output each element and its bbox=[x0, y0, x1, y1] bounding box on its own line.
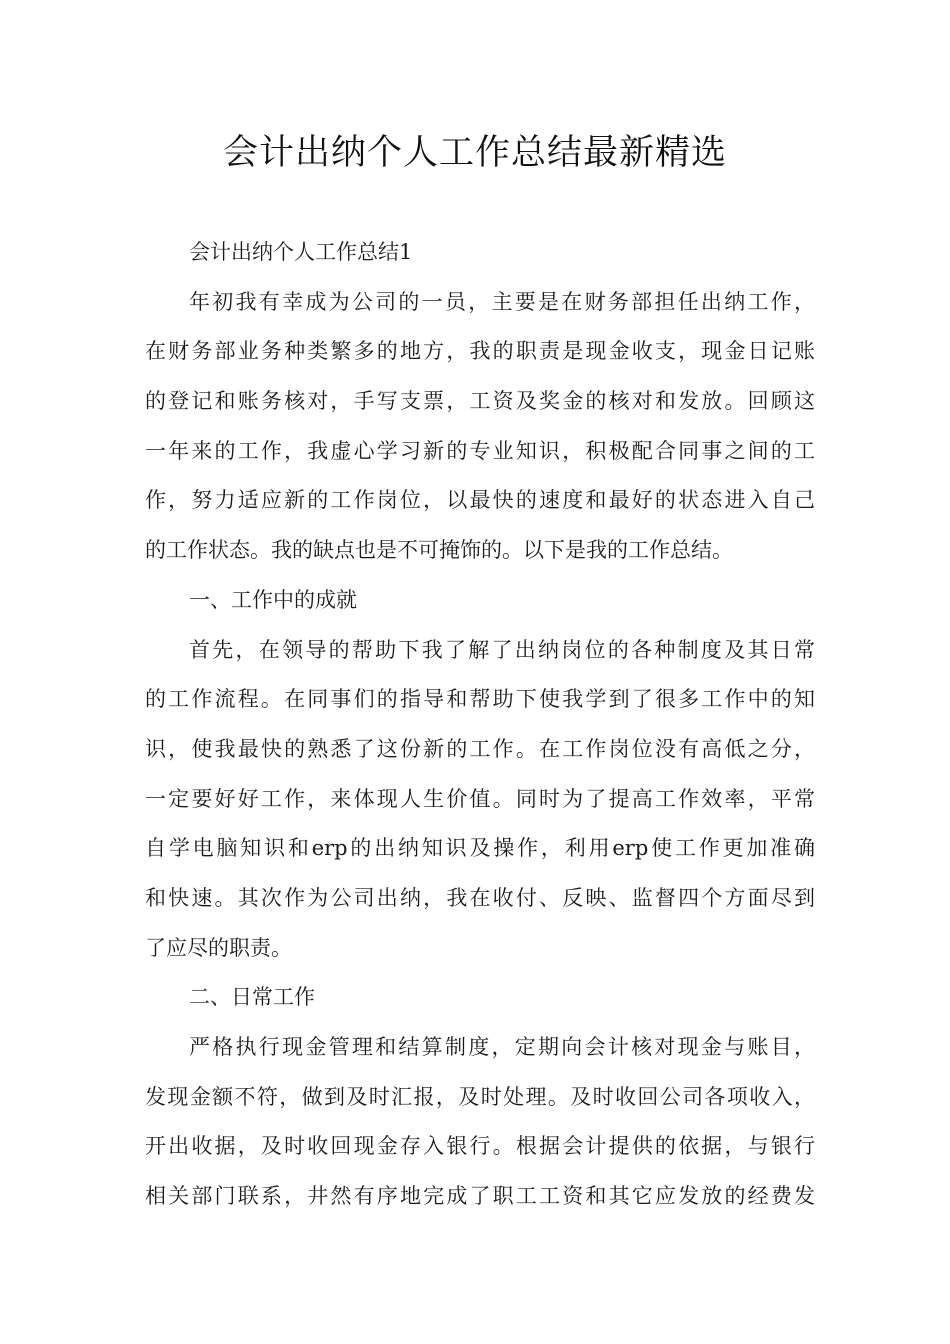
paragraph-line: 一定要好好工作，来体现人生价值。同时为了提高工作效率，平常 bbox=[145, 786, 815, 811]
section-heading-daily-work: 二、日常工作 bbox=[189, 985, 315, 1010]
paragraph-line: 自学电脑知识和erp的出纳知识及操作，利用erp使工作更加准确 bbox=[145, 836, 815, 861]
paragraph-line: 识，使我最快的熟悉了这份新的工作。在工作岗位没有高低之分， bbox=[145, 736, 815, 761]
paragraph-line: 相关部门联系，井然有序地完成了职工工资和其它应发放的经费发 bbox=[145, 1184, 815, 1209]
paragraph-line: 首先，在领导的帮助下我了解了出纳岗位的各种制度及其日常 bbox=[189, 637, 815, 662]
paragraph-line: 了应尽的职责。 bbox=[145, 935, 292, 960]
section-heading-achievements: 一、工作中的成就 bbox=[189, 587, 357, 612]
document-body bbox=[145, 228, 815, 1222]
paragraph-line: 年初我有幸成为公司的一员，主要是在财务部担任出纳工作， bbox=[189, 289, 815, 314]
paragraph-line: 严格执行现金管理和结算制度，定期向会计核对现金与账目， bbox=[189, 1035, 815, 1059]
paragraph-line: 和快速。其次作为公司出纳，我在收付、反映、监督四个方面尽到 bbox=[145, 885, 815, 910]
paragraph-line: 一年来的工作，我虚心学习新的专业知识，积极配合同事之间的工 bbox=[145, 438, 815, 463]
paragraph-line: 的工作状态。我的缺点也是不可掩饰的。以下是我的工作总结。 bbox=[145, 538, 733, 563]
section-heading-1: 会计出纳个人工作总结1 bbox=[189, 240, 413, 264]
paragraph-line: 的登记和账务核对，手写支票，工资及奖金的核对和发放。回顾这 bbox=[145, 389, 815, 414]
paragraph-line: 在财务部业务种类繁多的地方，我的职责是现金收支，现金日记账 bbox=[145, 339, 815, 364]
document-title: 会计出纳个人工作总结最新精选 bbox=[222, 133, 727, 173]
paragraph-line: 作，努力适应新的工作岗位，以最快的速度和最好的状态进入自己 bbox=[145, 488, 815, 513]
paragraph-line: 发现金额不符，做到及时汇报，及时处理。及时收回公司各项收入， bbox=[145, 1084, 815, 1109]
paragraph-line: 开出收据，及时收回现金存入银行。根据会计提供的依据，与银行 bbox=[145, 1134, 815, 1159]
paragraph-line: 的工作流程。在同事们的指导和帮助下使我学到了很多工作中的知 bbox=[145, 687, 815, 712]
